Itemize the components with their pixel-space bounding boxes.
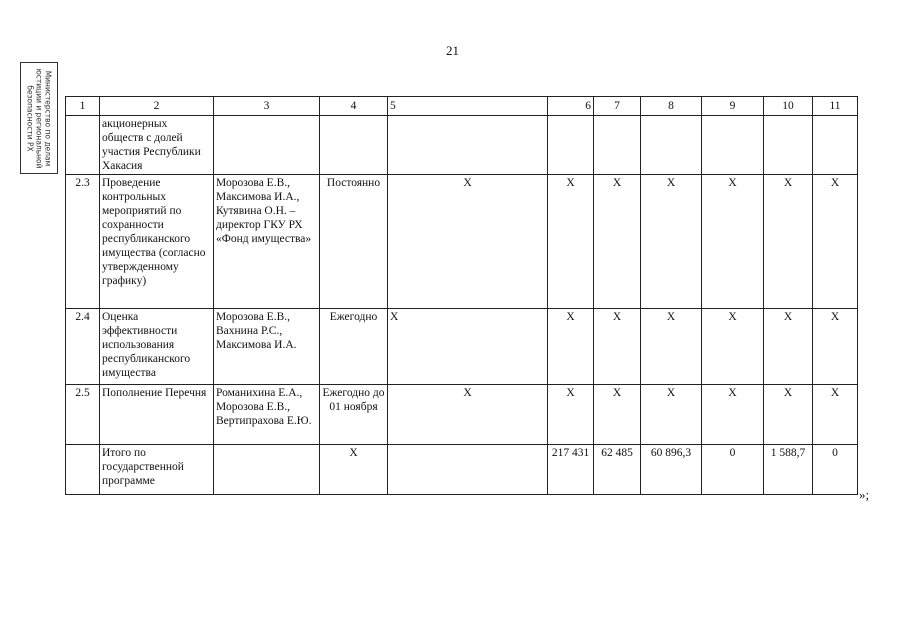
row-col8: Х	[641, 385, 702, 445]
stamp-line-1: Министерство по делам	[43, 70, 53, 166]
row-col8	[641, 116, 702, 175]
table-row	[66, 116, 858, 175]
row-col10: Х	[764, 385, 813, 445]
total-col6: 217 431	[548, 445, 594, 495]
header-cell: 8	[641, 97, 702, 116]
header-cell: 5	[388, 97, 548, 116]
row-col7	[594, 116, 641, 175]
row-col8: Х	[641, 309, 702, 385]
total-col9: 0	[702, 445, 764, 495]
row-col9: Х	[702, 175, 764, 309]
header-cell: 9	[702, 97, 764, 116]
row-col9: Х	[702, 309, 764, 385]
stamp-text	[26, 68, 53, 168]
stamp-line-2: юстиции и региональной	[34, 67, 44, 169]
row-activity: Проведение контрольных мероприятий по сохранности республиканского имущества (согласно утвержденному графику)	[100, 175, 214, 309]
page-number: 21	[446, 43, 459, 58]
row-activity: Пополнение Перечня	[100, 385, 214, 445]
row-number: 2.4	[66, 309, 100, 385]
row-col5	[388, 445, 548, 495]
row-number	[66, 116, 100, 175]
header-cell: 10	[764, 97, 813, 116]
row-activity: Итого по государственной программе	[100, 445, 214, 495]
row-col7: Х	[594, 385, 641, 445]
row-period: Ежегодно до 01 ноября	[320, 385, 388, 445]
row-col5: Х	[388, 385, 548, 445]
table-row	[66, 175, 858, 309]
header-cell: 3	[214, 97, 320, 116]
row-col5	[388, 116, 548, 175]
row-executor: Морозова Е.В., Максимова И.А., Кутявина О.Н. – директор ГКУ РХ «Фонд имущества»	[214, 175, 320, 309]
total-col10: 1 588,7	[764, 445, 813, 495]
header-cell: 4	[320, 97, 388, 116]
header-cell: 1	[66, 97, 100, 116]
row-number: 2.3	[66, 175, 100, 309]
row-period	[320, 116, 388, 175]
row-executor	[214, 445, 320, 495]
row-col6: Х	[548, 385, 594, 445]
row-activity: Оценка эффективности использования республиканского имущества	[100, 309, 214, 385]
row-col9	[702, 116, 764, 175]
row-col11: Х	[813, 309, 858, 385]
row-col6: Х	[548, 309, 594, 385]
total-col11: 0	[813, 445, 858, 495]
table-row	[66, 385, 858, 445]
row-col11: Х	[813, 385, 858, 445]
row-col5: Х	[388, 175, 548, 309]
row-executor: Романихина Е.А., Морозова Е.В., Вертипрахова Е.Ю.	[214, 385, 320, 445]
row-number	[66, 445, 100, 495]
closing-quote-mark: »;	[859, 487, 870, 502]
row-number: 2.5	[66, 385, 100, 445]
table-row	[66, 309, 858, 385]
row-col11: Х	[813, 175, 858, 309]
stamp-line-3: безопасности РХ	[25, 84, 35, 152]
header-cell: 2	[100, 97, 214, 116]
header-row	[66, 97, 858, 116]
total-col8: 60 896,3	[641, 445, 702, 495]
row-col10	[764, 116, 813, 175]
row-col11	[813, 116, 858, 175]
row-col8: Х	[641, 175, 702, 309]
row-col7: Х	[594, 175, 641, 309]
row-col5: Х	[388, 309, 548, 385]
program-table	[65, 96, 858, 495]
total-col7: 62 485	[594, 445, 641, 495]
row-executor	[214, 116, 320, 175]
row-executor: Морозова Е.В., Вахнина Р.С., Максимова И.А.	[214, 309, 320, 385]
row-col10: Х	[764, 175, 813, 309]
row-col9: Х	[702, 385, 764, 445]
row-activity: акционерных обществ с долей участия Республики Хакасия	[100, 116, 214, 175]
row-col6	[548, 116, 594, 175]
row-col7: Х	[594, 309, 641, 385]
total-row	[66, 445, 858, 495]
registration-stamp	[20, 62, 58, 174]
row-col6: Х	[548, 175, 594, 309]
row-col10: Х	[764, 309, 813, 385]
row-period: Постоянно	[320, 175, 388, 309]
header-cell: 7	[594, 97, 641, 116]
header-cell: 6	[548, 97, 594, 116]
row-period: Ежегодно	[320, 309, 388, 385]
row-period: Х	[320, 445, 388, 495]
header-cell: 11	[813, 97, 858, 116]
